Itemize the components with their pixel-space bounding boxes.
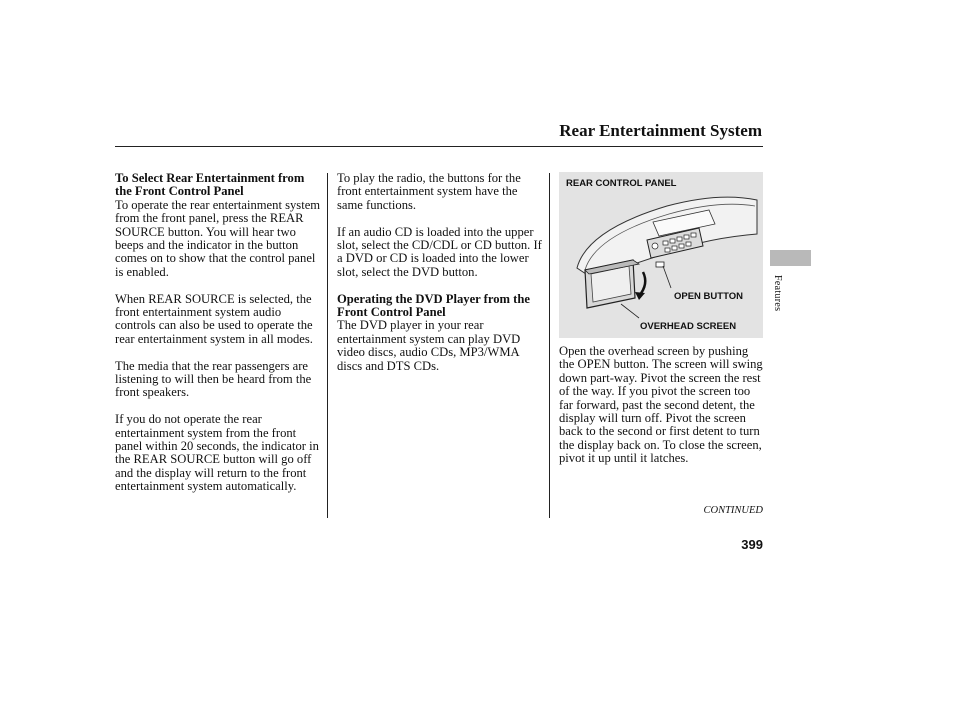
page-number: 399 (741, 537, 763, 552)
section-heading-rear-select: To Select Rear Entertainment from the Front Control Panel (115, 171, 305, 199)
section-tab-marker (770, 250, 811, 266)
column-2 (337, 172, 543, 386)
paragraph: When REAR SOURCE is selected, the front entertainment system audio controls can also be used to operate the rear entertainment system in all modes. (115, 291, 313, 346)
column-3 (559, 345, 765, 479)
page-title: Rear Entertainment System (559, 121, 762, 140)
column-divider (549, 173, 550, 518)
header-rule (115, 146, 763, 147)
paragraph: To operate the rear entertainment system from the front panel, press the REAR SOURCE button. You will hear two beeps and the indicator in the button comes on to show that the control panel is enabled. (115, 197, 321, 279)
open-button-label: OPEN BUTTON (674, 291, 743, 302)
section-heading-dvd-operation: Operating the DVD Player from the Front Control Panel (337, 291, 530, 320)
paragraph: If an audio CD is loaded into the upper slot, select the CD/CDL or CD button. If a DVD or CD is loaded into the lower slot, select the DVD button. (337, 224, 542, 279)
paragraph: To play the radio, the buttons for the front entertainment system have the same functions. (337, 171, 521, 212)
section-side-label: Features (772, 275, 783, 312)
paragraph: Open the overhead screen by pushing the OPEN button. The screen will swing down part-way. Pivot the screen the rest of the way. If you pivot the screen too far forward, past the second detent, the display will turn off. Pivot the screen back to the second or first detent to turn the display back on. To close the screen, pivot it up until it latches. (559, 344, 763, 466)
overhead-screen-label: OVERHEAD SCREEN (640, 321, 737, 332)
paragraph: The DVD player in your rear entertainment system can play DVD video discs, audio CDs, MP3/WMA discs and DTS CDs. (337, 318, 521, 373)
continued-label: CONTINUED (703, 505, 763, 516)
overhead-console-drawing (559, 172, 763, 338)
column-divider (327, 173, 328, 518)
column-1 (115, 172, 321, 507)
paragraph: If you do not operate the rear entertainment system from the front panel within 20 seconds, the indicator in the REAR SOURCE button will go off and the display will return to the front entertainment system automatically. (115, 412, 319, 494)
overhead-screen-illustration (559, 172, 763, 338)
rear-control-panel-label: REAR CONTROL PANEL (566, 178, 677, 189)
paragraph: The media that the rear passengers are listening to will then be heard from the front speakers. (115, 358, 312, 400)
